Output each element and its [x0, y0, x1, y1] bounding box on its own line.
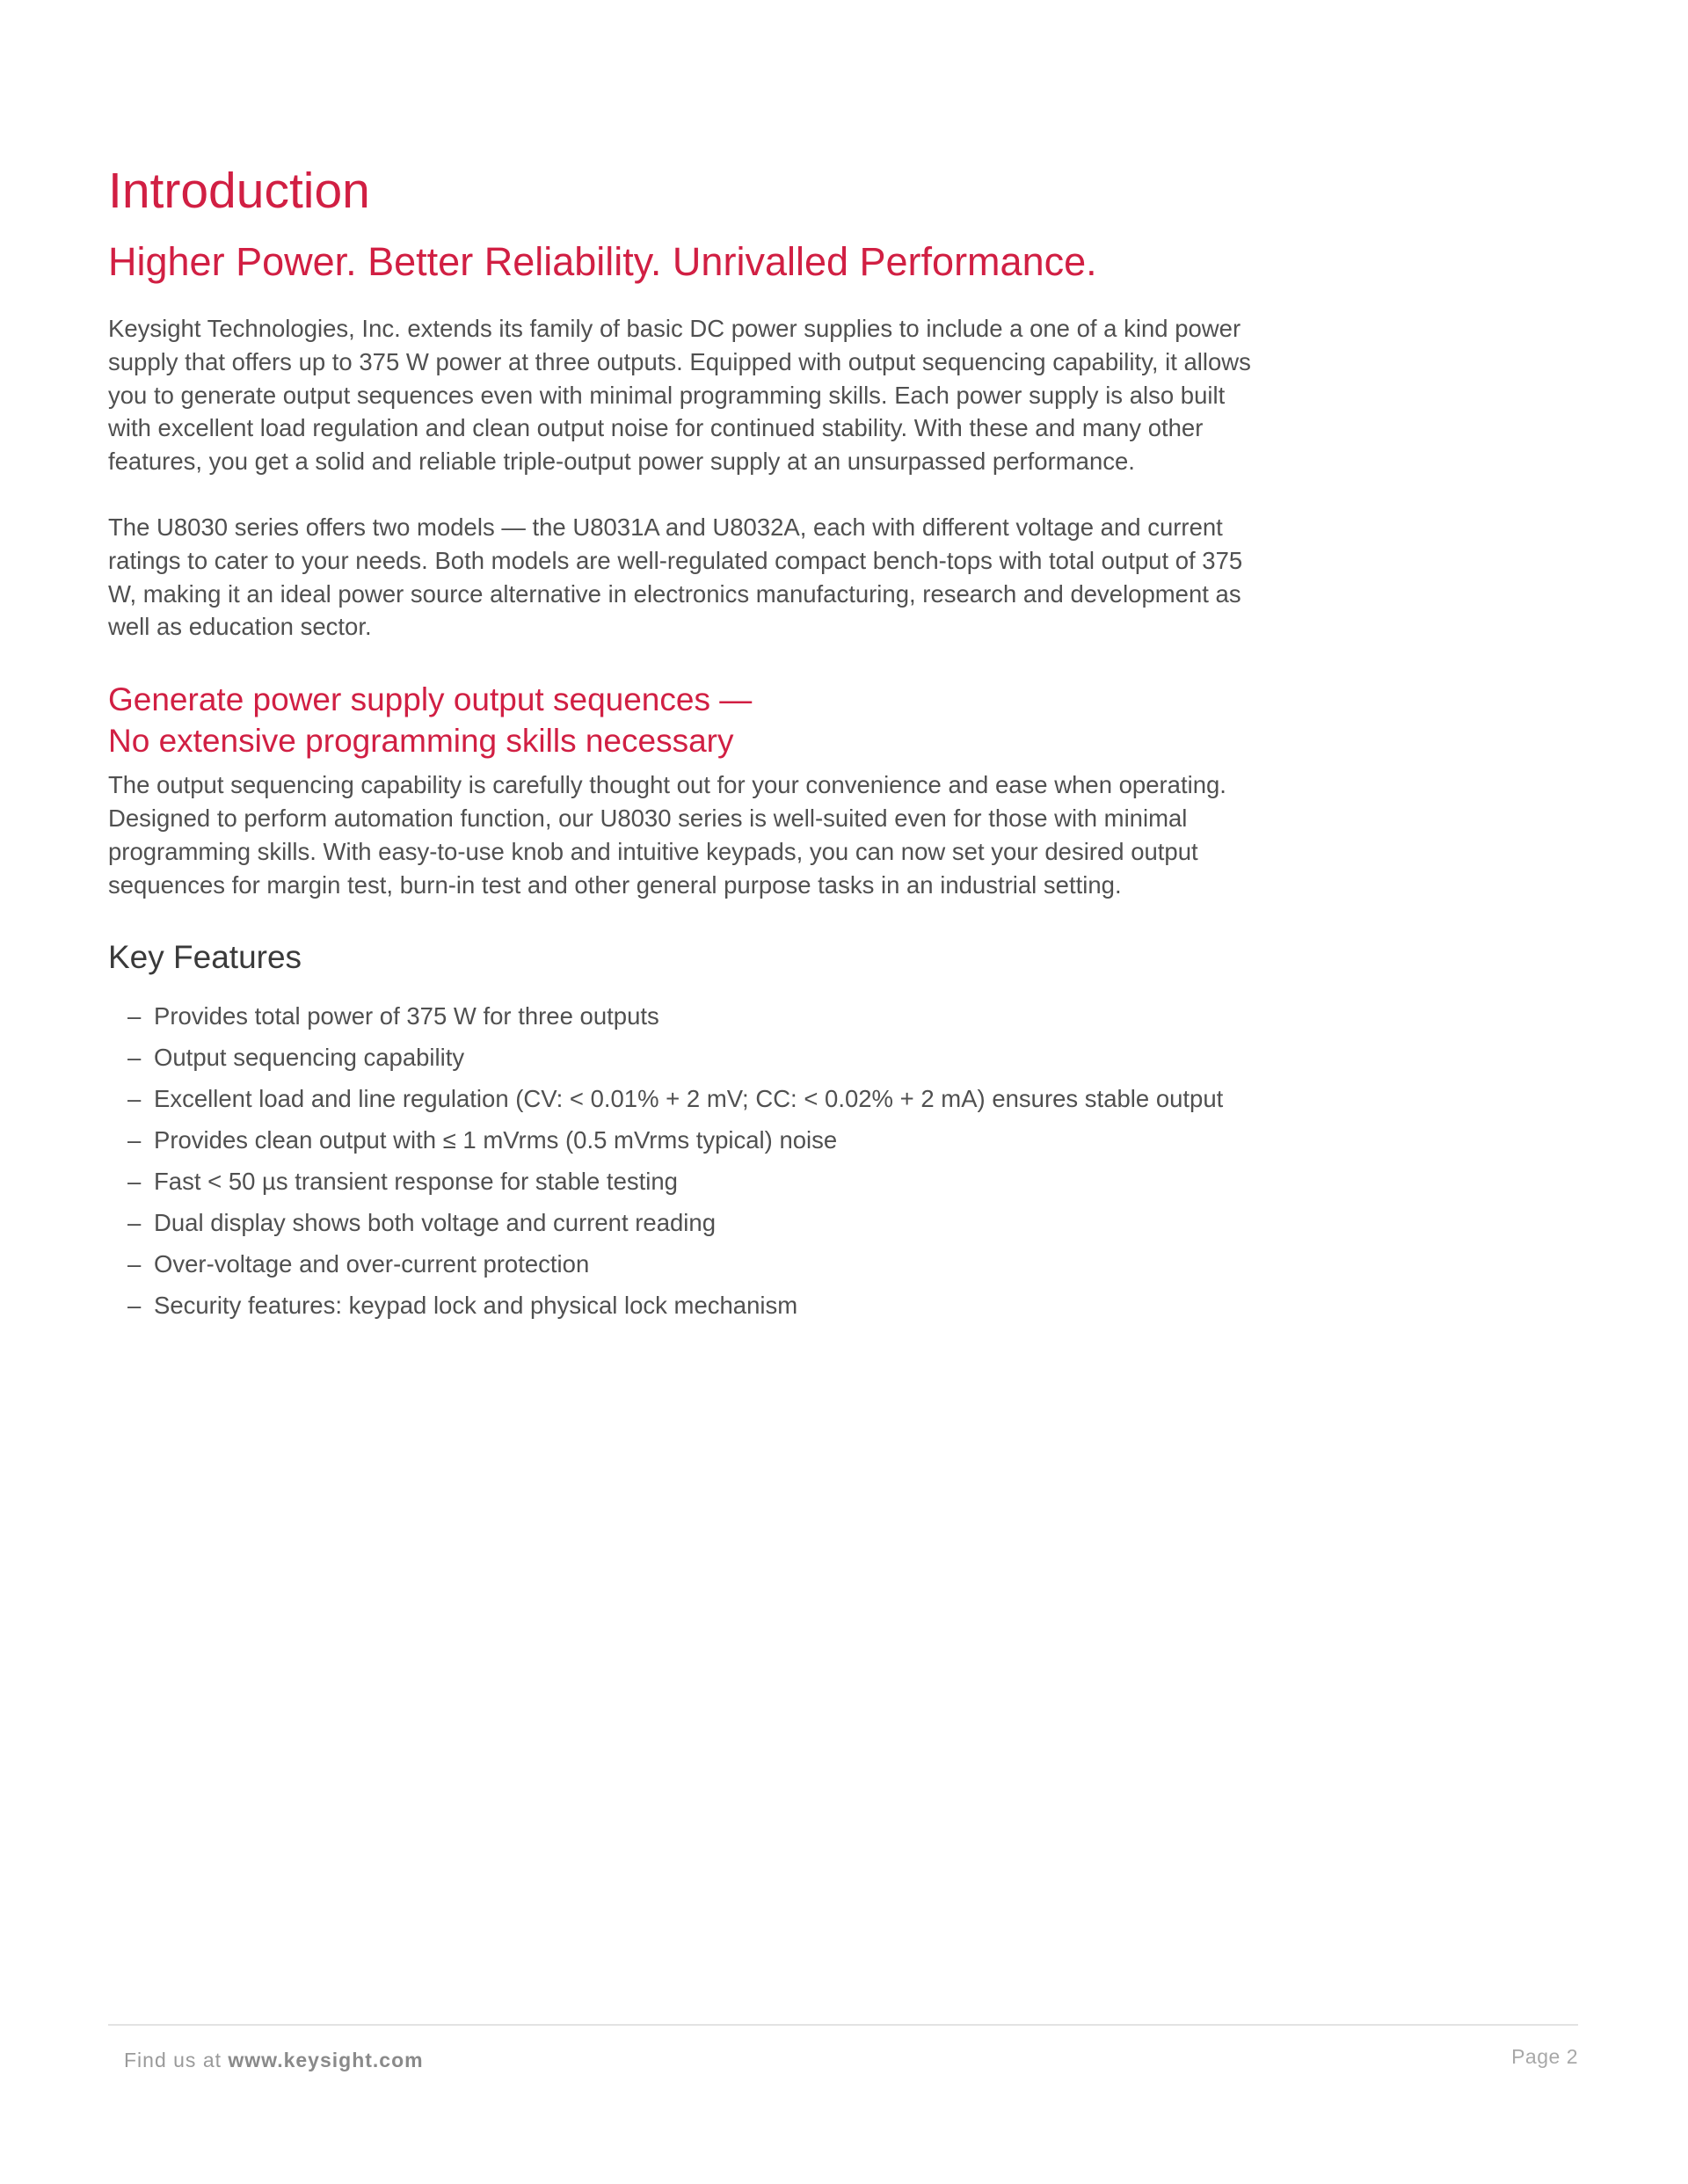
- feature-text: Over-voltage and over-current protection: [154, 1250, 590, 1278]
- footer-find-us: [124, 2049, 424, 2072]
- dash-bullet: –: [127, 1085, 142, 1113]
- key-features-list: [108, 995, 1251, 1326]
- page-title: Introduction: [108, 163, 370, 219]
- footer-divider: [108, 2024, 1578, 2026]
- feature-text: Provides total power of 375 W for three outputs: [154, 1002, 659, 1030]
- sequencing-heading-line-2: No extensive programming skills necessary: [108, 723, 734, 760]
- feature-text: Output sequencing capability: [154, 1044, 465, 1072]
- intro-paragraph-1: Keysight Technologies, Inc. extends its family of basic DC power supplies to include a one of a kind power supply that offers up to 375 W power at three outputs. Equipped with output sequencing capability, it allows you to generate output sequences even with minimal programming skills. Each power supply is also built with excellent load regulation and clean output noise for continued stability. With these and many other features, you get a solid and reliable triple-output power supply at an unsurpassed performance.: [108, 315, 1251, 476]
- list-item: [127, 1285, 1251, 1326]
- list-item: [127, 995, 1251, 1037]
- sequencing-heading-line-1: Generate power supply output sequences —: [108, 681, 753, 718]
- feature-text: Security features: keypad lock and physical lock mechanism: [154, 1292, 798, 1320]
- intro-paragraph-2: The U8030 series offers two models — the U8031A and U8032A, each with different voltage and current ratings to cater to your needs. Both models are well-regulated compact bench-tops with total output of 375 W, making it an ideal power source alternative in electronics manufacturing, research and development as well as education sector.: [108, 513, 1243, 641]
- dash-bullet: –: [127, 1168, 142, 1196]
- list-item: [127, 1037, 1251, 1078]
- sequencing-paragraph: The output sequencing capability is carefully thought out for your convenience and ease when operating. Designed to perform automation function, our U8030 series is well-suited even for those with minimal programming skills. With easy-to-use knob and intuitive keypads, you can now set your desired output sequences for margin test, burn-in test and other general purpose tasks in an industrial setting.: [108, 771, 1226, 899]
- list-item: [127, 1161, 1251, 1202]
- dash-bullet: –: [127, 1002, 142, 1030]
- feature-text: Provides clean output with ≤ 1 mVrms (0.5 mVrms typical) noise: [154, 1126, 838, 1154]
- dash-bullet: –: [127, 1292, 142, 1320]
- footer-url-link[interactable]: www.keysight.com: [228, 2049, 424, 2071]
- section-subtitle: Higher Power. Better Reliability. Unrivalled Performance.: [108, 239, 1097, 284]
- list-item: [127, 1243, 1251, 1285]
- feature-text: Fast < 50 µs transient response for stable testing: [154, 1168, 678, 1196]
- dash-bullet: –: [127, 1250, 142, 1278]
- dash-bullet: –: [127, 1126, 142, 1154]
- page-number: Page 2: [1511, 2045, 1578, 2068]
- list-item: [127, 1202, 1251, 1243]
- dash-bullet: –: [127, 1209, 142, 1237]
- dash-bullet: –: [127, 1044, 142, 1072]
- key-features-heading: Key Features: [108, 939, 302, 976]
- list-item: [127, 1119, 1251, 1161]
- feature-text: Dual display shows both voltage and current reading: [154, 1209, 716, 1237]
- sequencing-heading: [108, 679, 1251, 761]
- footer-prefix: Find us at: [124, 2049, 229, 2071]
- feature-text: Excellent load and line regulation (CV: < 0.01% + 2 mV; CC: < 0.02% + 2 mA) ensures stable output: [154, 1085, 1224, 1113]
- list-item: [127, 1078, 1251, 1119]
- page-content: [108, 158, 1251, 1326]
